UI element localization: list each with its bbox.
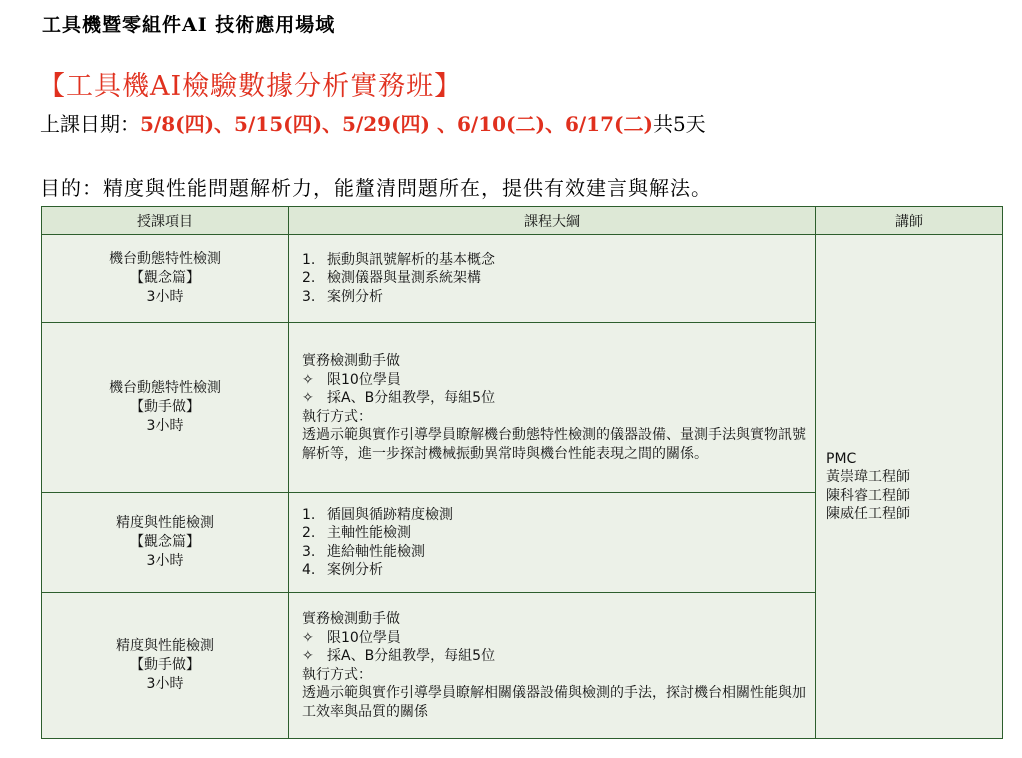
schedule-line	[40, 108, 706, 137]
teacher-cell	[816, 235, 1003, 739]
outline-item: 3. 進給軸性能檢測	[302, 543, 425, 560]
sparkle-bullet-icon: ✧	[302, 648, 314, 664]
item-type: 【動手做】	[130, 399, 200, 415]
outline-bullet: ✧ 限10位學員	[302, 371, 401, 388]
item-cell	[42, 323, 289, 493]
outline-item: 2. 主軸性能檢測	[302, 525, 411, 541]
item-name: 機台動態特性檢測	[109, 380, 221, 396]
item-hours: 3小時	[146, 418, 184, 434]
outline-item: 2. 檢測儀器與量測系統架構	[302, 270, 481, 287]
outline-bullet: ✧ 採A、B分組教學，每組5位	[302, 648, 496, 664]
header-teacher: 講師	[816, 207, 1003, 235]
item-hours: 3小時	[146, 289, 184, 305]
outline-bullet: ✧ 採A、B分組教學，每組5位	[302, 390, 496, 406]
sparkle-bullet-icon: ✧	[302, 390, 314, 406]
outline-bullet: ✧ 限10位學員	[302, 629, 401, 646]
item-name: 精度與性能檢測	[116, 638, 214, 654]
sparkle-bullet-icon: ✧	[302, 629, 314, 646]
method-text: 透過示範與實作引導學員瞭解機台動態特性檢測的儀器設備、量測手法與實物訊號解析等，進一步探討機械振動異常時與機台性能表現之間的關係。	[302, 427, 806, 462]
teacher-org: PMC	[826, 450, 857, 467]
course-table	[41, 206, 1003, 739]
outline-cell	[289, 593, 816, 739]
outline-cell	[289, 493, 816, 593]
outline-item: 4. 案例分析	[302, 562, 383, 578]
item-type: 【動手做】	[130, 657, 200, 673]
item-hours: 3小時	[146, 553, 184, 569]
outline-cell	[289, 323, 816, 493]
item-type: 【觀念篇】	[130, 534, 200, 550]
outline-item: 1. 循圓與循跡精度檢測	[302, 506, 453, 523]
outline-item: 3. 案例分析	[302, 288, 383, 305]
schedule-dates: 5/8(四)、5/15(四)、5/29(四) 、6/10(二)、6/17(二)	[140, 112, 653, 136]
item-cell	[42, 493, 289, 593]
header-item: 授課項目	[42, 207, 289, 235]
teacher-name: 陳科睿工程師	[826, 487, 910, 504]
course-title: 【工具機AI檢驗數據分析實務班】	[38, 71, 463, 102]
schedule-suffix: 共5天	[652, 112, 706, 136]
purpose-text: 目的：精度與性能問題解析力，能釐清問題所在，提供有效建言與解法。	[40, 176, 712, 200]
table-header-row	[42, 207, 1003, 235]
sparkle-bullet-icon: ✧	[302, 371, 314, 388]
item-hours: 3小時	[146, 676, 184, 692]
outline-title: 實務檢測動手做	[302, 611, 400, 627]
method-label: 執行方式：	[302, 666, 372, 683]
domain-title: 工具機暨零組件AI 技術應用場域	[42, 14, 336, 36]
method-label: 執行方式：	[302, 408, 372, 425]
outline-item: 1. 振動與訊號解析的基本概念	[302, 251, 495, 268]
outline-cell	[289, 235, 816, 323]
item-cell	[42, 593, 289, 739]
item-type: 【觀念篇】	[130, 270, 200, 286]
outline-title: 實務檢測動手做	[302, 353, 400, 369]
teacher-name: 黃崇瑋工程師	[826, 469, 910, 485]
item-name: 機台動態特性檢測	[109, 251, 221, 267]
item-name: 精度與性能檢測	[116, 515, 214, 531]
header-outline: 課程大綱	[289, 207, 816, 235]
method-text: 透過示範與實作引導學員瞭解相關儀器設備與檢測的手法，探討機台相關性能與加工效率與品質的關係	[302, 685, 806, 720]
item-cell	[42, 235, 289, 323]
schedule-label: 上課日期：	[40, 112, 140, 136]
teacher-name: 陳威任工程師	[826, 506, 910, 522]
table-row	[42, 235, 1003, 323]
